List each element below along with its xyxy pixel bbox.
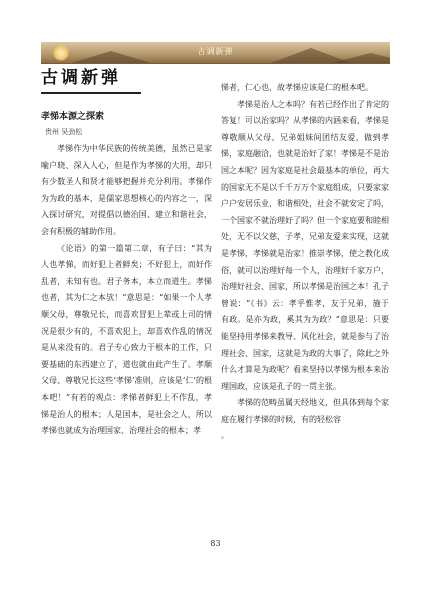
article-author: 贵州 吴劲松 (45, 128, 83, 136)
header-banner (41, 42, 390, 64)
banner-label: 古调新弹 (197, 47, 234, 56)
paragraph: 。 (221, 431, 229, 441)
right-column (221, 80, 389, 445)
paragraph: 孝悌作为中华民族的传统美德，虽然已是家喻户晓、深入人心，但是作为孝悌的大用，却只有少数圣人和贤才能够把握并充分利用。孝悌作为为政的基本，是儒家思想核心的内容之一，深入探讨研究，对提倡以德治国、建立和谐社会，会有积极的辅助作用。 (41, 144, 212, 236)
article-title: 孝悌本源之探索 (41, 112, 105, 122)
left-column (41, 66, 212, 440)
page-number: 83 (210, 539, 221, 548)
paragraph: 孝悌是治人之本吗？有若已经作出了肯定的答复！可以治家吗？从孝悌的内涵来看，孝悌是尊敬顺从父母、兄弟姐妹间团结友爱，做到孝悌，家庭融洽，也就是治好了家！孝悌是不是治国之本呢？因为家庭是社会最基本的单位，再大的国家无不是以千千万万个家庭组成，只要家家户户安居乐业，和谐相处，社会不就安定了吗，一个国家不就治理好了吗？但一个家庭要和睦相处，无不以父慈，子孝，兄弟友爱来实现，这就是孝悌，孝悌就是治家！推崇孝悌，使之教化成俗，就可以治理好每一个人，治理好千家万户，治理好社会、国家，所以孝悌是治国之本！孔子曾说：“《书》云：孝乎惟孝，友于兄弟，施于有政。是亦为政，奚其为为政？”意思是：只要能坚持用孝悌来教导、风化社会，就是参与了治理社会、国家，这就是为政的大事了，除此之外什么才算是为政呢？看来坚持以孝悌为根本来治理国政，应该是孔子的一贯主张。 (221, 99, 389, 391)
section-title: 古调新弹 (41, 66, 141, 94)
paragraph: 《论语》的第一篇第二章，有子曰：“其为人也孝悌，而好犯上者鲜矣；不好犯上，而好作乱者，未知有也。君子务本，本立而道生。孝悌也者，其为仁之本欤！”意思是：“如果一个人孝顺父母，尊敬兄长，而喜欢冒犯上辈或上司的情况是很少有的，不喜欢犯上，却喜欢作乱的情况是从来没有的。君子专心致力于根本的工作，只要基础的东西建立了，道也就由此产生了。孝顺父母、尊敬兄长这些‘孝悌’准则，应该是‘仁’的根本吧！”有若的观点：孝悌者鲜犯上不作乱，孝悌是治人的根本；人是国本，是社会之人，所以孝悌也就成为治理国家、治理社会的根本；孝 (41, 243, 212, 436)
paragraph: 孝悌的范畴虽属天经地义，但具体到每个家庭在履行孝悌的时候，有的轻松容 (221, 398, 389, 424)
paragraph-continuation: 悌者，仁心也，故孝悌应该是仁的根本吧。 (221, 83, 373, 92)
